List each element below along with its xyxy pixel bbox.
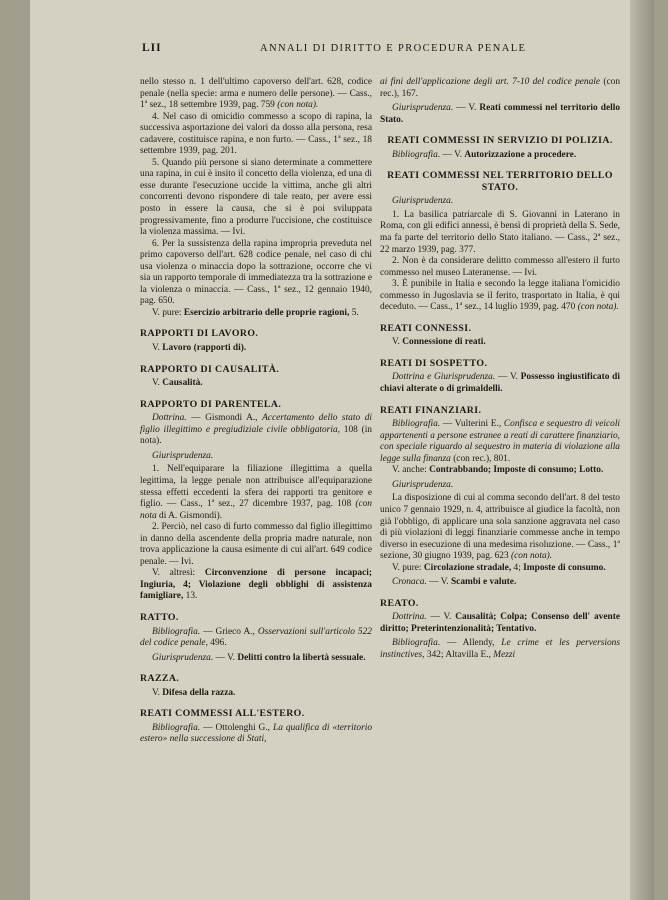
cross-reference: V. Connessione di reati. [392,337,486,348]
section-heading-ratto: RATTO. [140,611,179,623]
doctrine-entry: Dottrina. — V. Causalità; Colpa; Consenso dell' avente diritto; Preterintenzionalità; Tentativo. [380,612,621,634]
bibliography-entry: Bibliografia. — Grieco A., Osservazioni sull'articolo 522 del codice penale, 496. [140,626,372,649]
section-heading-servizio-polizia: REATI COMMESSI IN SERVIZIO DI POLIZIA. [387,135,613,147]
cross-reference: V. pure: Circolazione stradale, 4; Imposte di consumo. [392,562,606,573]
doctrine-entry: Dottrina e Giurisprudenza. — V. Possesso ingiustificato di chiavi alterate o di grimaldelli. [380,372,620,395]
section-heading-territorio-stato: REATI COMMESSI NEL TERRITORIO DELLO STATO. [387,170,613,193]
bibliography-entry: Bibliografia. — V. Autorizzazione a procedere. [392,149,577,160]
entry-paragraph-6: 6. Per la sussistenza della rapina impropria preveduta nel primo capoverso dell'art. 628 codice penale, nel caso di chi usa violenza o minaccia dopo la sottrazione, occorre che vi sia un rapporto temporale di immediatezza tra la sottrazione e la violenza o minaccia. — Cass., 1ª sez., 12 gennaio 1940, pag. 650. [140,238,372,307]
section-heading-reati-connessi: REATI CONNESSI. [380,322,472,334]
continued-paragraph: ai fini dell'applicazione degli art. 7-10 del codice penale (con rec.), 167. [380,77,621,99]
cross-reference: V. anche: Contrabbando; Imposte di consumo; Lotto. [392,465,604,476]
section-heading-reati-estero: REATI COMMESSI ALL'ESTERO. [140,708,305,720]
bibliography-entry: Bibliografia. — Ottolenghi G., La qualifica di «territorio estero» nella successione di Stati, [140,722,373,745]
jurisprudence-entry: Giurisprudenza. — V. Reati commessi nel territorio dello Stato. [380,103,621,125]
doctrine-entry: Dottrina. — Gismondi A., Accertamento dello stato di figlio illegittimo e pregiudiziale civile obbligatoria, 108 (in nota). [140,413,372,447]
entry-paragraph-1: 1. Nell'equiparare la filiazione illegittima a quella legittima, la legge penale non attribuisce all'equiparazione stessa effetti eccedenti la sfera dei rapporti tra genitore e figlio. — Cass., 1ª sez., 27 dicembre 1937, pag. 108 (con nota di A. Gismondi). [140,464,372,521]
subsection-label: Giurisprudenza. [392,196,454,207]
entry-paragraph: La disposizione di cui al comma secondo dell'art. 8 del testo unico 7 gennaio 1929, n. 4, attribuisce al giudice la facoltà, non già l'obbligo, di applicare una sola sanzione aggravata nel caso di più violazioni di leggi finanziarie commesse anche in tempo diverso in esecuzione di una medesima risoluzione. — Cass., 1ª sezione, 30 giugno 1939, pag. 623 (con nota). [380,493,620,562]
left-column [140,77,372,746]
continued-paragraph: nello stesso n. 1 dell'ultimo capoverso dell'art. 628, codice penale (nella specie: arma e numero delle persone). — Cass., 1ª sez., 18 settembre 1939, pag. 759 (con nota). [140,77,372,111]
entry-paragraph-3: 3. È punibile in Italia e secondo la legge italiana l'omicidio commesso in Jugoslavia se il ferito, trasportato in Italia, è qui deceduto. — Cass., 1ª sez., 14 luglio 1939, pag. 470 (con nota). [380,279,620,313]
news-entry: Cronaca. — V. Scambi e valute. [392,577,517,588]
cross-reference: V. pure: Esercizio arbitrario delle proprie ragioni, 5. [152,307,359,318]
section-heading-reati-finanziari: REATI FINANZIARI. [380,404,482,416]
entry-paragraph-4: 4. Nel caso di omicidio commesso a scopo di rapina, la successiva asportazione dei valori da dosso alla persona, resa cadavere, costituisce rapina, e non furto. — Cass., 1ª sez., 18 settembre 1939, pag. 201. [140,111,372,157]
right-column [380,77,620,662]
bibliography-entry: Bibliografia. — Vulterini E., Confisca e sequestro di veicoli appartenenti a persone estranee a reati di carattere finanziario, con speciale riguardo al sequestro in materia di violazione alla legge sulla finanza (con rec.), 801. [380,419,621,464]
page-number: LII [142,42,162,54]
section-heading-rapporti-lavoro: RAPPORTI DI LAVORO. [140,328,259,340]
section-heading-reati-sospetto: REATI DI SOSPETTO. [380,357,488,369]
journal-title: ANNALI DI DIRITTO E PROCEDURA PENALE [260,43,527,54]
cross-reference: V. altresì: Circonvenzione di persone incapaci; Ingiuria, 4; Violazione degli obblighi di assistenza famigliare, 13. [140,568,373,602]
entry-paragraph-2: 2. Non è da considerare delitto commesso all'estero il furto commesso nel museo Lateranense. — Ivi. [380,256,620,278]
jurisprudence-entry: Giurisprudenza. — V. Delitti contro la libertà sessuale. [152,652,366,663]
subsection-label: Giurisprudenza. [152,450,214,461]
section-heading-rapporto-causalita: RAPPORTO DI CAUSALITÀ. [140,363,280,375]
bibliography-entry: Bibliografia. — Allendy, Le crime et les perversions instinctives, 342; Altavilla E., Mezzi [380,638,620,660]
running-header [30,42,630,56]
section-heading-razza: RAZZA. [140,673,180,685]
subsection-label: Giurisprudenza. [392,479,454,490]
section-heading-reato: REATO. [380,597,419,609]
entry-paragraph-1: 1. La basilica patriarcale di S. Giovanni in Laterano in Roma, con gli edifici annessi, è bensì di proprietà della S. Sede, ma fa parte del territorio dello Stato italiano. — Cass., 2ª sez., 22 marzo 1939, pag. 377. [380,209,620,255]
cross-reference: V. Lavoro (rapporti di). [152,343,247,354]
entry-paragraph-2: 2. Perciò, nel caso di furto commesso dal figlio illegittimo in danno della ascendente della propria madre naturale, non trova applicazione la causa esimente di cui all'art. 649 codice penale. — Ivi. [140,522,372,567]
document-page [30,0,630,900]
entry-paragraph-5: 5. Quando più persone si siano determinate a commettere una rapina, in cui è insito il concetto della violenza, ed una di esse durante l'esecuzione uccide la vittima, anche gli altri concorrenti devono rispondere di tale reato, per avere essi posto in essere la causa, che si è poi sviluppata progressivamente, fino a produrre l'uccisione, che costituisce la violenza massima. — Ivi. [140,157,372,238]
cross-reference: V. Causalità. [152,378,203,389]
section-heading-rapporto-parentela: RAPPORTO DI PARENTELA. [140,398,282,410]
cross-reference: V. Difesa della razza. [152,687,236,698]
